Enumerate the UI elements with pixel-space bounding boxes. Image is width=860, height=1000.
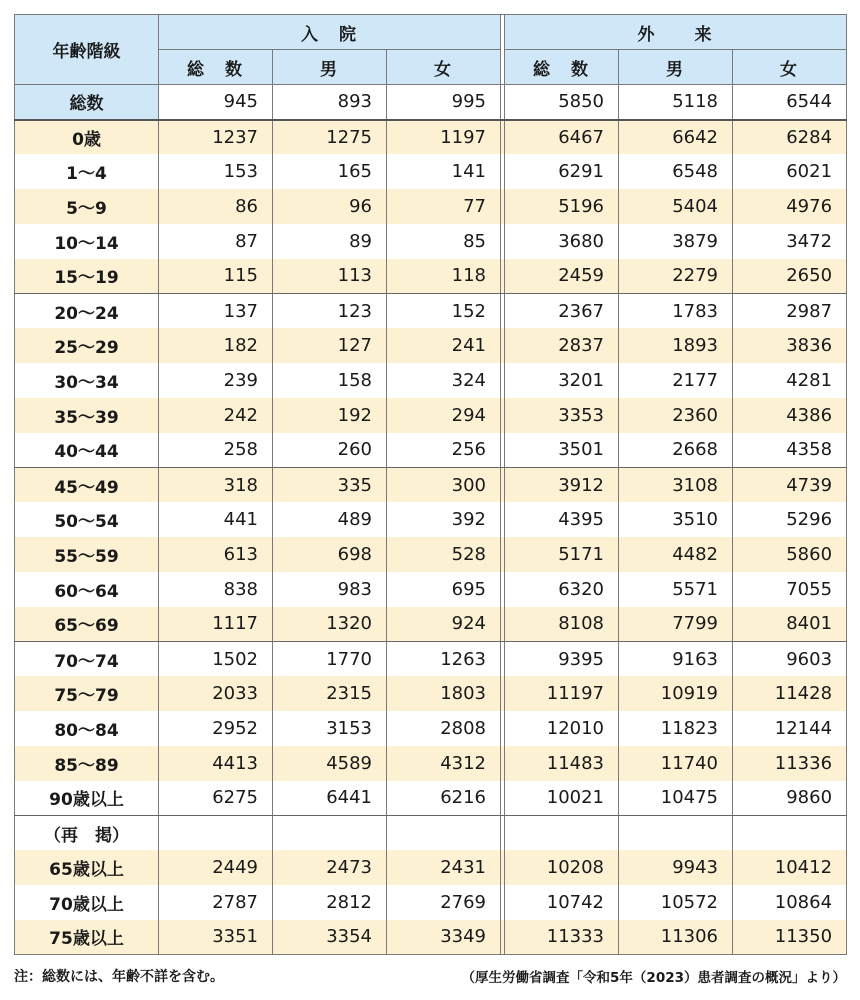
age-group-cell: 10～14: [15, 224, 159, 259]
inpatient-total-cell: 242: [159, 398, 273, 433]
age-group-cell: 60～64: [15, 572, 159, 607]
inpatient-total-cell: 115: [159, 259, 273, 294]
inpatient-total-cell: 441: [159, 502, 273, 537]
outpatient-total-cell: 3501: [505, 433, 619, 468]
inpatient-female-cell: 241: [387, 328, 501, 363]
outpatient-male-cell: 2177: [619, 363, 733, 398]
table-row: [15, 850, 847, 885]
inpatient-male-cell: 335: [273, 467, 387, 502]
inpatient-male-cell: 1275: [273, 120, 387, 155]
inpatient-total-cell: 86: [159, 189, 273, 224]
inpatient-female-cell: 294: [387, 398, 501, 433]
outpatient-male-cell: 3510: [619, 502, 733, 537]
outpatient-total-cell: 2837: [505, 328, 619, 363]
outpatient-total-cell: 12010: [505, 711, 619, 746]
age-group-cell: 0歳: [15, 120, 159, 155]
age-group-cell: 25～29: [15, 328, 159, 363]
table-row: [15, 815, 847, 850]
inpatient-male-cell: 96: [273, 189, 387, 224]
outpatient-male-cell: 3879: [619, 224, 733, 259]
inpatient-female-cell: 324: [387, 363, 501, 398]
inpatient-total-cell: 2449: [159, 850, 273, 885]
inpatient-male-cell: [273, 815, 387, 850]
outpatient-female-cell: 9603: [733, 641, 847, 676]
table-row: [15, 781, 847, 816]
outpatient-male-cell: 3108: [619, 467, 733, 502]
age-group-cell: 5～9: [15, 189, 159, 224]
source-citation: （厚生労働省調査「令和5年（2023）患者調査の概況」より）: [461, 970, 846, 986]
outpatient-total-header: 総 数: [505, 50, 619, 85]
outpatient-male-cell: 9943: [619, 850, 733, 885]
age-group-cell: 20～24: [15, 293, 159, 328]
inpatient-total-cell: 318: [159, 467, 273, 502]
inpatient-total-cell: 137: [159, 293, 273, 328]
inpatient-total-cell: 3351: [159, 920, 273, 955]
outpatient-header: 外 来: [505, 15, 847, 50]
table-row: [15, 502, 847, 537]
inpatient-total-cell: 945: [159, 85, 273, 120]
outpatient-male-cell: 2668: [619, 433, 733, 468]
table-row: [15, 363, 847, 398]
outpatient-male-cell: 11823: [619, 711, 733, 746]
table-row: [15, 398, 847, 433]
outpatient-total-cell: [505, 815, 619, 850]
inpatient-male-cell: 4589: [273, 746, 387, 781]
age-group-cell: （再 掲）: [15, 815, 159, 850]
outpatient-male-cell: 6642: [619, 120, 733, 155]
age-group-cell: 75歳以上: [15, 920, 159, 955]
inpatient-total-cell: 4413: [159, 746, 273, 781]
age-group-cell: 55～59: [15, 537, 159, 572]
inpatient-female-cell: 1263: [387, 641, 501, 676]
table-row: [15, 920, 847, 955]
inpatient-female-cell: 141: [387, 154, 501, 189]
table-body: [15, 85, 847, 955]
inpatient-female-cell: 152: [387, 293, 501, 328]
age-group-cell: 1～4: [15, 154, 159, 189]
inpatient-female-cell: 1197: [387, 120, 501, 155]
inpatient-female-cell: 2431: [387, 850, 501, 885]
age-group-header: 年齢階級: [15, 15, 159, 85]
table-row: [15, 607, 847, 642]
patient-rate-table: [14, 14, 847, 955]
outpatient-total-cell: 9395: [505, 641, 619, 676]
inpatient-male-cell: 192: [273, 398, 387, 433]
inpatient-female-cell: 1803: [387, 676, 501, 711]
outpatient-male-cell: 5404: [619, 189, 733, 224]
inpatient-total-cell: 1502: [159, 641, 273, 676]
outpatient-female-cell: 10864: [733, 885, 847, 920]
outpatient-female-cell: 4358: [733, 433, 847, 468]
table-row: [15, 154, 847, 189]
age-group-cell: 50～54: [15, 502, 159, 537]
inpatient-total-cell: 2033: [159, 676, 273, 711]
inpatient-female-cell: 2769: [387, 885, 501, 920]
inpatient-female-header: 女: [387, 50, 501, 85]
outpatient-female-cell: 5296: [733, 502, 847, 537]
inpatient-male-cell: 6441: [273, 781, 387, 816]
inpatient-male-cell: 123: [273, 293, 387, 328]
outpatient-total-cell: 10021: [505, 781, 619, 816]
age-group-cell: 40～44: [15, 433, 159, 468]
outpatient-total-cell: 3680: [505, 224, 619, 259]
inpatient-female-cell: 392: [387, 502, 501, 537]
inpatient-total-cell: 1237: [159, 120, 273, 155]
outpatient-male-cell: 2360: [619, 398, 733, 433]
table-row: [15, 293, 847, 328]
table-row: [15, 641, 847, 676]
outpatient-female-header: 女: [733, 50, 847, 85]
outpatient-total-cell: 2459: [505, 259, 619, 294]
outpatient-total-cell: 6467: [505, 120, 619, 155]
outpatient-total-cell: 4395: [505, 502, 619, 537]
inpatient-male-cell: 983: [273, 572, 387, 607]
outpatient-total-cell: 11197: [505, 676, 619, 711]
inpatient-total-cell: 239: [159, 363, 273, 398]
inpatient-female-cell: 995: [387, 85, 501, 120]
outpatient-total-cell: 5196: [505, 189, 619, 224]
age-group-cell: 70歳以上: [15, 885, 159, 920]
inpatient-female-cell: 695: [387, 572, 501, 607]
age-group-cell: 30～34: [15, 363, 159, 398]
outpatient-total-cell: 10742: [505, 885, 619, 920]
outpatient-male-cell: 2279: [619, 259, 733, 294]
inpatient-total-cell: 613: [159, 537, 273, 572]
outpatient-female-cell: 4976: [733, 189, 847, 224]
table-row: [15, 746, 847, 781]
table-container: [14, 14, 846, 955]
outpatient-total-cell: 6291: [505, 154, 619, 189]
outpatient-female-cell: 5860: [733, 537, 847, 572]
table-row: [15, 433, 847, 468]
inpatient-total-cell: 838: [159, 572, 273, 607]
outpatient-total-cell: 8108: [505, 607, 619, 642]
inpatient-header: 入 院: [159, 15, 501, 50]
inpatient-total-cell: 258: [159, 433, 273, 468]
outpatient-total-cell: 5850: [505, 85, 619, 120]
table-row: [15, 885, 847, 920]
outpatient-male-cell: 11306: [619, 920, 733, 955]
outpatient-total-cell: 10208: [505, 850, 619, 885]
inpatient-male-header: 男: [273, 50, 387, 85]
age-group-cell: 総数: [15, 85, 159, 120]
footnote: 注：総数には、年齢不詳を含む。: [14, 969, 224, 985]
outpatient-male-cell: 5571: [619, 572, 733, 607]
age-group-cell: 65～69: [15, 607, 159, 642]
inpatient-male-cell: 489: [273, 502, 387, 537]
outpatient-female-cell: 2987: [733, 293, 847, 328]
age-group-cell: 90歳以上: [15, 781, 159, 816]
inpatient-total-cell: 153: [159, 154, 273, 189]
inpatient-total-cell: 2952: [159, 711, 273, 746]
outpatient-female-cell: 6021: [733, 154, 847, 189]
table-row: [15, 328, 847, 363]
inpatient-male-cell: 3354: [273, 920, 387, 955]
outpatient-total-cell: 11333: [505, 920, 619, 955]
inpatient-female-cell: 85: [387, 224, 501, 259]
inpatient-total-cell: 182: [159, 328, 273, 363]
table-row: [15, 189, 847, 224]
outpatient-male-cell: 7799: [619, 607, 733, 642]
inpatient-male-cell: 113: [273, 259, 387, 294]
outpatient-male-cell: 4482: [619, 537, 733, 572]
outpatient-total-cell: 2367: [505, 293, 619, 328]
inpatient-total-header: 総 数: [159, 50, 273, 85]
inpatient-total-cell: 1117: [159, 607, 273, 642]
inpatient-female-cell: 3349: [387, 920, 501, 955]
inpatient-female-cell: 4312: [387, 746, 501, 781]
inpatient-female-cell: 6216: [387, 781, 501, 816]
outpatient-male-header: 男: [619, 50, 733, 85]
outpatient-female-cell: 11336: [733, 746, 847, 781]
outpatient-male-cell: 5118: [619, 85, 733, 120]
outpatient-total-cell: 3201: [505, 363, 619, 398]
outpatient-female-cell: 6544: [733, 85, 847, 120]
inpatient-male-cell: 260: [273, 433, 387, 468]
outpatient-male-cell: [619, 815, 733, 850]
inpatient-male-cell: 89: [273, 224, 387, 259]
inpatient-female-cell: 300: [387, 467, 501, 502]
table-row: [15, 537, 847, 572]
outpatient-female-cell: 9860: [733, 781, 847, 816]
outpatient-total-cell: 3353: [505, 398, 619, 433]
table-row: [15, 676, 847, 711]
outpatient-female-cell: 12144: [733, 711, 847, 746]
footer: [14, 966, 846, 988]
inpatient-male-cell: 893: [273, 85, 387, 120]
outpatient-male-cell: 1893: [619, 328, 733, 363]
outpatient-female-cell: 11428: [733, 676, 847, 711]
table-row: [15, 224, 847, 259]
inpatient-female-cell: 2808: [387, 711, 501, 746]
outpatient-male-cell: 6548: [619, 154, 733, 189]
inpatient-male-cell: 1320: [273, 607, 387, 642]
inpatient-total-cell: [159, 815, 273, 850]
inpatient-male-cell: 2315: [273, 676, 387, 711]
table-row: [15, 467, 847, 502]
outpatient-total-cell: 5171: [505, 537, 619, 572]
inpatient-total-cell: 87: [159, 224, 273, 259]
outpatient-male-cell: 10572: [619, 885, 733, 920]
outpatient-total-cell: 11483: [505, 746, 619, 781]
outpatient-total-cell: 3912: [505, 467, 619, 502]
age-group-cell: 75～79: [15, 676, 159, 711]
outpatient-female-cell: 3472: [733, 224, 847, 259]
age-group-cell: 45～49: [15, 467, 159, 502]
outpatient-female-cell: 10412: [733, 850, 847, 885]
outpatient-male-cell: 10919: [619, 676, 733, 711]
inpatient-male-cell: 3153: [273, 711, 387, 746]
outpatient-female-cell: 11350: [733, 920, 847, 955]
inpatient-male-cell: 2812: [273, 885, 387, 920]
total-row: [15, 85, 847, 120]
age-group-cell: 80～84: [15, 711, 159, 746]
outpatient-female-cell: 6284: [733, 120, 847, 155]
inpatient-total-cell: 6275: [159, 781, 273, 816]
outpatient-female-cell: 4386: [733, 398, 847, 433]
age-group-cell: 35～39: [15, 398, 159, 433]
inpatient-female-cell: 77: [387, 189, 501, 224]
outpatient-male-cell: 9163: [619, 641, 733, 676]
inpatient-male-cell: 2473: [273, 850, 387, 885]
outpatient-female-cell: [733, 815, 847, 850]
table-header: [15, 15, 847, 85]
inpatient-female-cell: 924: [387, 607, 501, 642]
inpatient-female-cell: 256: [387, 433, 501, 468]
inpatient-female-cell: [387, 815, 501, 850]
outpatient-female-cell: 7055: [733, 572, 847, 607]
age-group-cell: 70～74: [15, 641, 159, 676]
outpatient-total-cell: 6320: [505, 572, 619, 607]
age-group-cell: 15～19: [15, 259, 159, 294]
table-row: [15, 120, 847, 155]
inpatient-male-cell: 1770: [273, 641, 387, 676]
inpatient-total-cell: 2787: [159, 885, 273, 920]
table-row: [15, 572, 847, 607]
outpatient-female-cell: 4281: [733, 363, 847, 398]
inpatient-male-cell: 165: [273, 154, 387, 189]
outpatient-female-cell: 4739: [733, 467, 847, 502]
outpatient-female-cell: 3836: [733, 328, 847, 363]
table-row: [15, 711, 847, 746]
outpatient-female-cell: 2650: [733, 259, 847, 294]
outpatient-male-cell: 1783: [619, 293, 733, 328]
inpatient-female-cell: 118: [387, 259, 501, 294]
outpatient-male-cell: 11740: [619, 746, 733, 781]
inpatient-male-cell: 127: [273, 328, 387, 363]
outpatient-female-cell: 8401: [733, 607, 847, 642]
outpatient-male-cell: 10475: [619, 781, 733, 816]
inpatient-male-cell: 698: [273, 537, 387, 572]
age-group-cell: 85～89: [15, 746, 159, 781]
inpatient-male-cell: 158: [273, 363, 387, 398]
table-row: [15, 259, 847, 294]
age-group-cell: 65歳以上: [15, 850, 159, 885]
inpatient-female-cell: 528: [387, 537, 501, 572]
